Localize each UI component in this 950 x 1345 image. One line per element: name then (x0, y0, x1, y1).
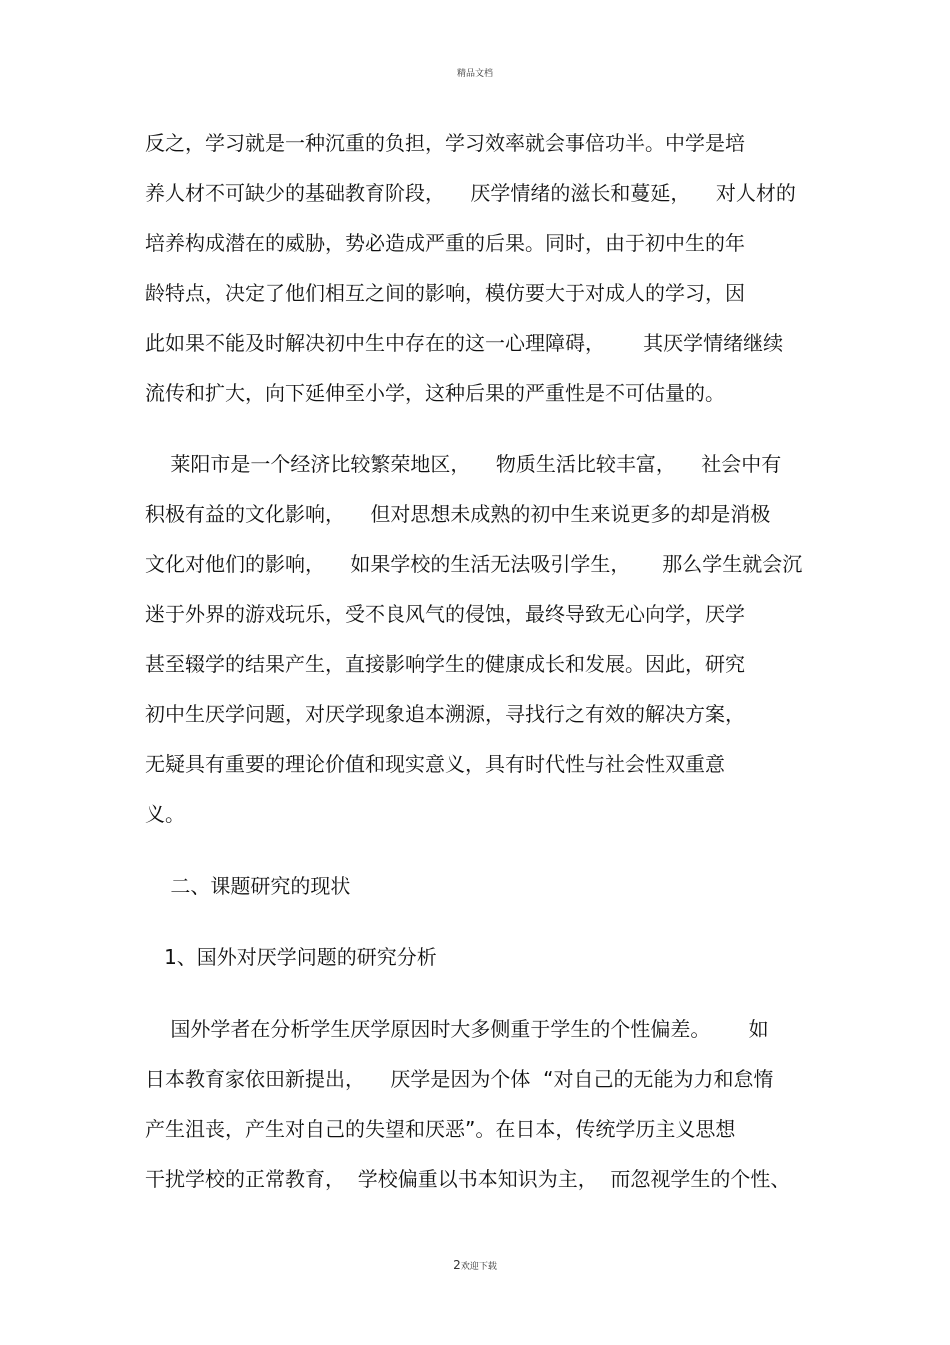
text-line: 此如果不能及时解决初中生中存在的这一心理障碍， 其厌学情绪继续 (145, 331, 784, 355)
text-line: 文化对他们的影响， 如果学校的生活无法吸引学生， 那么学生就会沉 (145, 552, 803, 576)
page-number: 2 (453, 1258, 461, 1272)
text-line: 积极有益的文化影响， 但对思想未成熟的初中生来说更多的却是消极 (145, 502, 771, 526)
text-line: 国外学者在分析学生厌学原因时大多侧重于学生的个性偏差。 如 (145, 1017, 769, 1041)
text-line: 产生沮丧，产生对自己的失望和厌恶”。在日本，传统学历主义思想 (145, 1117, 736, 1141)
text-line: 流传和扩大，向下延伸至小学，这种后果的严重性是不可估量的。 (145, 381, 725, 405)
text-line: 迷于外界的游戏玩乐，受不良风气的侵蚀，最终导致无心向学，厌学 (145, 602, 745, 626)
footer-text: 欢迎下载 (460, 1262, 497, 1272)
text-line: 干扰学校的正常教育， 学校偏重以书本知识为主， 而忽视学生的个性、 (145, 1167, 791, 1191)
page-header: 精品文档 (456, 69, 493, 79)
page-footer (0, 1258, 950, 1272)
text-line: 培养构成潜在的威胁，势必造成严重的后果。同时，由于初中生的年 (145, 231, 745, 255)
text-line: 龄特点，决定了他们相互之间的影响，模仿要大于对成人的学习，因 (145, 281, 745, 305)
text-line: 日本教育家依田新提出， 厌学是因为个体 “对自己的无能为力和怠惰 (145, 1067, 774, 1091)
text-line: 反之，学习就是一种沉重的负担，学习效率就会事倍功半。中学是培 (145, 131, 745, 155)
section-heading: 二、课题研究的现状 (145, 874, 351, 898)
text-line: 莱阳市是一个经济比较繁荣地区， 物质生活比较丰富， 社会中有 (145, 452, 782, 476)
subsection-heading: 1、国外对厌学问题的研究分析 (145, 945, 437, 969)
text-line: 甚至辍学的结果产生，直接影响学生的健康成长和发展。因此，研究 (145, 652, 745, 676)
text-line: 无疑具有重要的理论价值和现实意义，具有时代性与社会性双重意 (145, 752, 725, 776)
text-line: 养人材不可缺少的基础教育阶段， 厌学情绪的滋长和蔓延， 对人材的 (145, 181, 796, 205)
text-line: 义。 (145, 802, 185, 826)
text-line: 初中生厌学问题，对厌学现象追本溯源，寻找行之有效的解决方案， (145, 702, 745, 726)
